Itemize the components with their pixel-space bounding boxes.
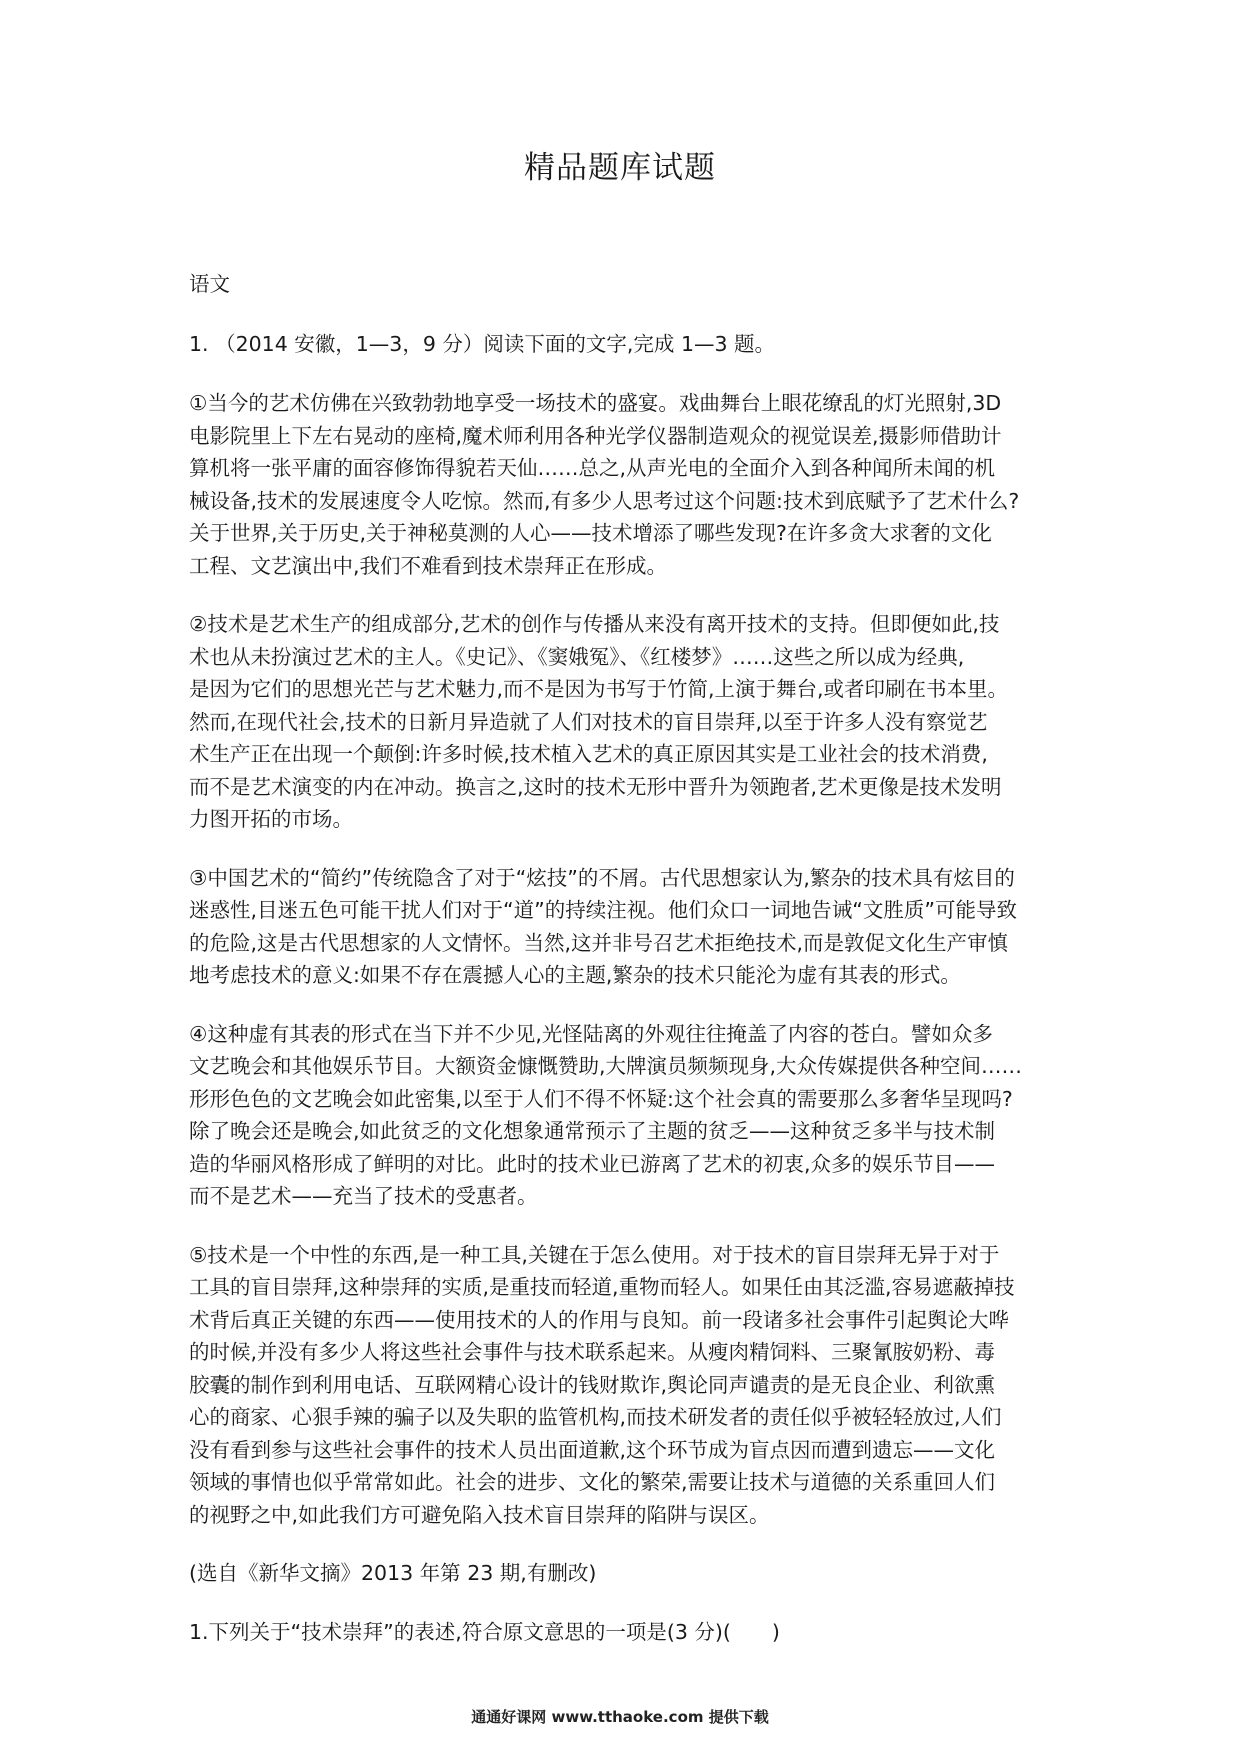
paragraph-line: 术也从未扮演过艺术的主人。《史记》、《窦娥冤》、《红楼梦》……这些之所以成为经典, xyxy=(189,644,965,669)
paragraph-line: ④这种虚有其表的形式在当下并不少见,光怪陆离的外观往往掩盖了内容的苍白。譬如众多 xyxy=(189,1021,993,1046)
paragraph-line: ③中国艺术的“简约”传统隐含了对于“炫技”的不屑。古代思想家认为,繁杂的技术具有炫目的 xyxy=(189,865,1015,890)
document-body xyxy=(189,268,1069,1648)
question-1: 1.下列关于“技术崇拜”的表述,符合原文意思的一项是(3 分)( ) xyxy=(189,1619,780,1644)
paragraph-line: 造的华丽风格形成了鲜明的对比。此时的技术业已游离了艺术的初衷,众多的娱乐节目—— xyxy=(189,1151,996,1176)
paragraph-line: 力图开拓的市场。 xyxy=(189,807,353,831)
paragraph-line: 的视野之中,如此我们方可避免陷入技术盲目崇拜的陷阱与误区。 xyxy=(189,1502,770,1527)
paragraph-line: 工程、文艺演出中,我们不难看到技术崇拜正在形成。 xyxy=(189,553,668,578)
passage-paragraph xyxy=(189,1018,1069,1213)
paragraph-line: 领域的事情也似乎常常如此。社会的进步、文化的繁荣,需要让技术与道德的关系重回人们 xyxy=(189,1470,996,1494)
subject-label: 语文 xyxy=(189,272,230,296)
page-footer: 通通好课网 www.tthaoke.com 提供下载 xyxy=(471,1708,769,1726)
reading-passage xyxy=(189,387,1069,1531)
paragraph-line: 形形色色的文艺晚会如此密集,以至于人们不得不怀疑:这个社会真的需要那么多奢华呈现吗? xyxy=(189,1086,1013,1111)
paragraph-line: 的危险,这是古代思想家的人文情怀。当然,这并非号召艺术拒绝技术,而是敦促文化生产审慎 xyxy=(189,930,1009,955)
paragraph-line: 心的商家、心狠手辣的骗子以及失职的监管机构,而技术研发者的责任似乎被轻轻放过,人们 xyxy=(189,1405,1002,1429)
paragraph-line: 术背后真正关键的东西——使用技术的人的作用与良知。前一段诸多社会事件引起舆论大哗 xyxy=(189,1307,1009,1332)
paragraph-line: 关于世界,关于历史,关于神秘莫测的人心——技术增添了哪些发现?在许多贪大求奢的文化 xyxy=(189,521,992,545)
passage-paragraph xyxy=(189,387,1069,582)
paragraph-line: 而不是艺术演变的内在冲动。换言之,这时的技术无形中晋升为领跑者,艺术更像是技术发明 xyxy=(189,774,1002,799)
passage-paragraph xyxy=(189,608,1069,836)
paragraph-line: 胶囊的制作到利用电话、互联网精心设计的钱财欺诈,舆论同声谴责的是无良企业、利欲熏 xyxy=(189,1372,996,1397)
paragraph-line: 电影院里上下左右晃动的座椅,魔术师利用各种光学仪器制造观众的视觉误差,摄影师借助计 xyxy=(189,423,1002,448)
paragraph-line: 械设备,技术的发展速度令人吃惊。然而,有多少人思考过这个问题:技术到底赋予了艺术什么? xyxy=(189,488,1020,513)
paragraph-line: 算机将一张平庸的面容修饰得貌若天仙……总之,从声光电的全面介入到各种闻所未闻的机 xyxy=(189,456,996,480)
paragraph-line: ②技术是艺术生产的组成部分,艺术的创作与传播从来没有离开技术的支持。但即便如此,技 xyxy=(189,612,1000,636)
paragraph-line: 是因为它们的思想光芒与艺术魅力,而不是因为书写于竹简,上演于舞台,或者印刷在书本里。 xyxy=(189,677,1009,701)
paragraph-line: 术生产正在出现一个颠倒:许多时候,技术植入艺术的真正原因其实是工业社会的技术消费, xyxy=(189,742,988,766)
paragraph-line: 的时候,并没有多少人将这些社会事件与技术联系起来。从瘦肉精饲料、三聚氰胺奶粉、毒 xyxy=(189,1340,996,1364)
paragraph-line: 地考虑技术的意义:如果不存在震撼人心的主题,繁杂的技术只能沦为虚有其表的形式。 xyxy=(189,963,961,987)
paragraph-line: 迷惑性,目迷五色可能干扰人们对于“道”的持续注视。他们众口一词地告诫“文胜质”可能导致 xyxy=(189,898,1017,922)
passage-paragraph xyxy=(189,1239,1069,1532)
paragraph-line: 除了晚会还是晚会,如此贫乏的文化想象通常预示了主题的贫乏——这种贫乏多半与技术制 xyxy=(189,1119,996,1143)
paragraph-line: 没有看到参与这些社会事件的技术人员出面道歉,这个环节成为盲点因而遭到遗忘——文化 xyxy=(189,1437,996,1462)
paragraph-line: 而不是艺术——充当了技术的受惠者。 xyxy=(189,1184,538,1208)
paragraph-line: 然而,在现代社会,技术的日新月异造就了人们对技术的盲目崇拜,以至于许多人没有察觉艺 xyxy=(189,709,988,734)
source-citation: (选自《新华文摘》2013 年第 23 期,有删改) xyxy=(189,1561,597,1585)
paragraph-line: 文艺晚会和其他娱乐节目。大额资金慷慨赞助,大牌演员频频现身,大众传媒提供各种空间…… xyxy=(189,1054,1023,1078)
passage-paragraph xyxy=(189,862,1069,992)
paragraph-line: ①当今的艺术仿佛在兴致勃勃地享受一场技术的盛宴。戏曲舞台上眼花缭乱的灯光照射,3D xyxy=(189,391,1002,415)
paragraph-line: 工具的盲目崇拜,这种崇拜的实质,是重技而轻道,重物而轻人。如果任由其泛滥,容易遮蔽掉技 xyxy=(189,1275,1015,1299)
page-title: 精品题库试题 xyxy=(524,150,716,186)
question-intro: 1. （2014 安徽，1—3，9 分）阅读下面的文字,完成 1—3 题。 xyxy=(189,331,776,356)
paragraph-line: ⑤技术是一个中性的东西,是一种工具,关键在于怎么使用。对于技术的盲目崇拜无异于对于 xyxy=(189,1242,1000,1267)
